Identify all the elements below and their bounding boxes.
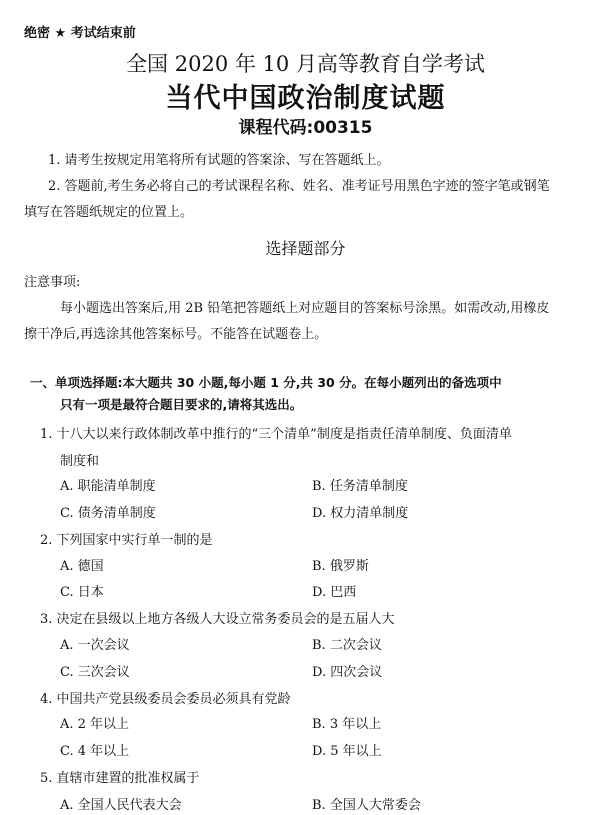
instruction-1: 1. 请考生按规定用笔将所有试题的答案涂、写在答题纸上。	[48, 153, 390, 168]
question-1-option-a: A. 职能清单制度	[60, 479, 156, 494]
question-2-option-b: B. 俄罗斯	[312, 559, 369, 574]
question-5-option-b: B. 全国人大常委会	[312, 798, 421, 813]
paper-title: 当代中国政治制度试题	[165, 83, 446, 114]
question-1-option-b: B. 任务清单制度	[312, 479, 408, 494]
question-3-option-a: A. 一次会议	[60, 638, 130, 653]
notice-line-1: 每小题选出答案后,用 2B 铅笔把答题纸上对应题目的答案标号涂黑。如需改动,用橡皮	[60, 301, 550, 316]
question-5-stem: 5. 直辖市建置的批准权属于	[40, 771, 200, 786]
question-3-option-b: B. 二次会议	[312, 638, 382, 653]
question-1-option-d: D. 权力清单制度	[312, 506, 409, 521]
section-title: 选择题部分	[265, 239, 346, 258]
question-4-option-b: B. 3 年以上	[312, 717, 382, 732]
question-4-stem: 4. 中国共产党县级委员会委员必须具有党龄	[40, 692, 291, 707]
instruction-2-continued: 填写在答题纸规定的位置上。	[24, 205, 194, 220]
question-5-option-a: A. 全国人民代表大会	[60, 798, 182, 813]
course-code: 课程代码:00315	[238, 118, 373, 138]
confidential-label: 绝密 ★ 考试结束前	[24, 26, 136, 41]
question-2-option-c: C. 日本	[60, 585, 104, 600]
question-3-option-c: C. 三次会议	[60, 665, 130, 680]
question-4-option-c: C. 4 年以上	[60, 744, 130, 759]
instruction-2: 2. 答题前,考生务必将自己的考试课程名称、姓名、准考证号用黑色字迹的签字笔或钢笔	[48, 179, 550, 194]
part-heading-line-1: 一、单项选择题:本大题共 30 小题,每小题 1 分,共 30 分。在每小题列出的备选项中	[30, 375, 502, 390]
question-1-stem-continued: 制度和	[60, 454, 100, 469]
question-3-option-d: D. 四次会议	[312, 665, 383, 680]
question-4-option-d: D. 5 年以上	[312, 744, 382, 759]
question-4-option-a: A. 2 年以上	[60, 717, 130, 732]
question-2-option-a: A. 德国	[60, 559, 104, 574]
exam-title: 全国 2020 年 10 月高等教育自学考试	[126, 52, 485, 76]
question-1-option-c: C. 债务清单制度	[60, 506, 156, 521]
question-2-stem: 2. 下列国家中实行单一制的是	[40, 533, 213, 548]
question-1-stem: 1. 十八大以来行政体制改革中推行的“三个清单”制度是指责任清单制度、负面清单	[40, 427, 512, 442]
notice-label: 注意事项:	[24, 275, 81, 290]
notice-line-2: 擦干净后,再选涂其他答案标号。不能答在试题卷上。	[24, 327, 328, 342]
part-heading-line-2: 只有一项是最符合题目要求的,请将其选出。	[60, 397, 303, 412]
question-3-stem: 3. 决定在县级以上地方各级人大设立常务委员会的是五届人大	[40, 612, 395, 627]
question-2-option-d: D. 巴西	[312, 585, 357, 600]
